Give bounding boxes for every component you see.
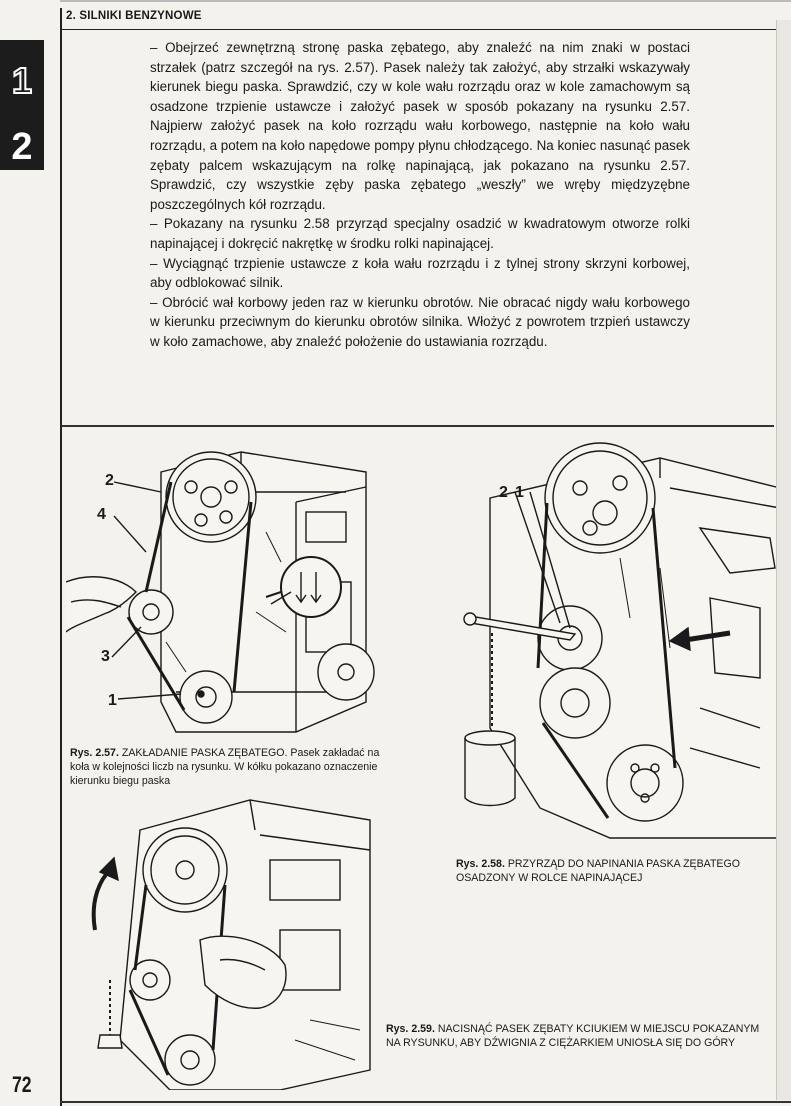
bottom-rule <box>60 1101 791 1103</box>
callout-2: 2 <box>499 484 508 501</box>
paragraph: – Wyciągnąć trzpienie ustawcze z koła wału rozrządu i z tylnej strony skrzyni korbowej, aby odblokować silnik. <box>150 255 690 291</box>
top-border <box>60 0 791 2</box>
paragraph: – Obrócić wał korbowy jeden raz w kierunku obrotów. Nie obracać nigdy wału korbowego w kierunku przeciwnym do kierunku obrotów silnika. Włożyć z powrotem trzpień ustawczy w koło zamachowe, aby znaleźć położenie do ustawiania rozrządu. <box>150 294 690 349</box>
section-divider <box>62 425 774 427</box>
caption-text: NACISNĄĆ PASEK ZĘBATY KCIUKIEM W MIEJSCU POKAZANYM NA RYSUNKU, ABY DŹWIGNIA Z CIĘŻARKIEM UNIOSŁA SIĘ DO GÓRY <box>386 1023 760 1049</box>
body-text <box>150 38 690 352</box>
section-title: 2. SILNIKI BENZYNOWE <box>66 10 202 22</box>
callout-4: 4 <box>97 506 106 523</box>
callout-2: 2 <box>105 472 114 489</box>
callout-1: 1 <box>515 484 524 501</box>
figure-2-57-caption <box>70 746 400 788</box>
adjacent-page-edge <box>776 20 791 1100</box>
page-header <box>60 8 791 30</box>
paragraph: – Obejrzeć zewnętrzną stronę paska zębatego, aby znaleźć na nim znaki w postaci strzałek (patrz szczegół na rys. 2.57). Pasek należy tak założyć, aby strzałki wskazywały kierunek biegu paska. Sprawdzić, czy w kole wału rozrządu oraz w kole zamachowym są osadzone trzpienie ustawcze i założyć pasek w sposób pokazany na rysunku 2.57. Najpierw założyć pasek na koło rozrządu wału korbowego, następnie na koło wału rozrządu, a potem na koło napędowe pompy płynu chłodzącego. Na koniec nasunąć pasek zębaty palcem wskazującym na rolkę napinającą, jak pokazano na rysunku 2.57. Sprawdzić, czy wszystkie zęby paska zębatego „weszły” we wręby międzyzębne poszczególnych kół rozrządu. <box>150 40 690 212</box>
chapter-tab-1-label: 1 <box>11 60 33 101</box>
caption-label: Rys. 2.57. <box>70 747 119 759</box>
caption-text: PRZYRZĄD DO NAPINANIA PASKA ZĘBATEGO OSADZONY W ROLCE NAPINAJĄCEJ <box>456 858 740 884</box>
paragraph: – Pokazany na rysunku 2.58 przyrząd specjalny osadzić w kwadratowym otworze rolki napinającej i dokręcić nakrętkę w środku rolki napinającej. <box>150 216 690 251</box>
chapter-tab-2 <box>0 124 44 170</box>
page-number: 72 <box>12 1072 32 1097</box>
figure-2-58-tensioner-tool-illustration <box>430 428 791 848</box>
chapter-tab-1 <box>0 40 44 124</box>
figure-2-59-caption <box>386 1022 766 1050</box>
figure-2-59-belt-press-illustration <box>80 790 380 1090</box>
callout-3: 3 <box>101 648 110 665</box>
figure-2-58-caption <box>456 857 791 885</box>
caption-label: Rys. 2.58. <box>456 858 505 870</box>
callout-1: 1 <box>108 692 117 709</box>
chapter-tab-2-label: 2 <box>11 126 33 168</box>
caption-text: ZAKŁADANIE PASKA ZĘBATEGO. Pasek zakładać na koła w kolejności liczb na rysunku. W kółku pokazano oznaczenie kierunku biegu paska <box>70 747 380 787</box>
left-margin-rule <box>60 8 62 1106</box>
caption-label: Rys. 2.59. <box>386 1023 435 1035</box>
